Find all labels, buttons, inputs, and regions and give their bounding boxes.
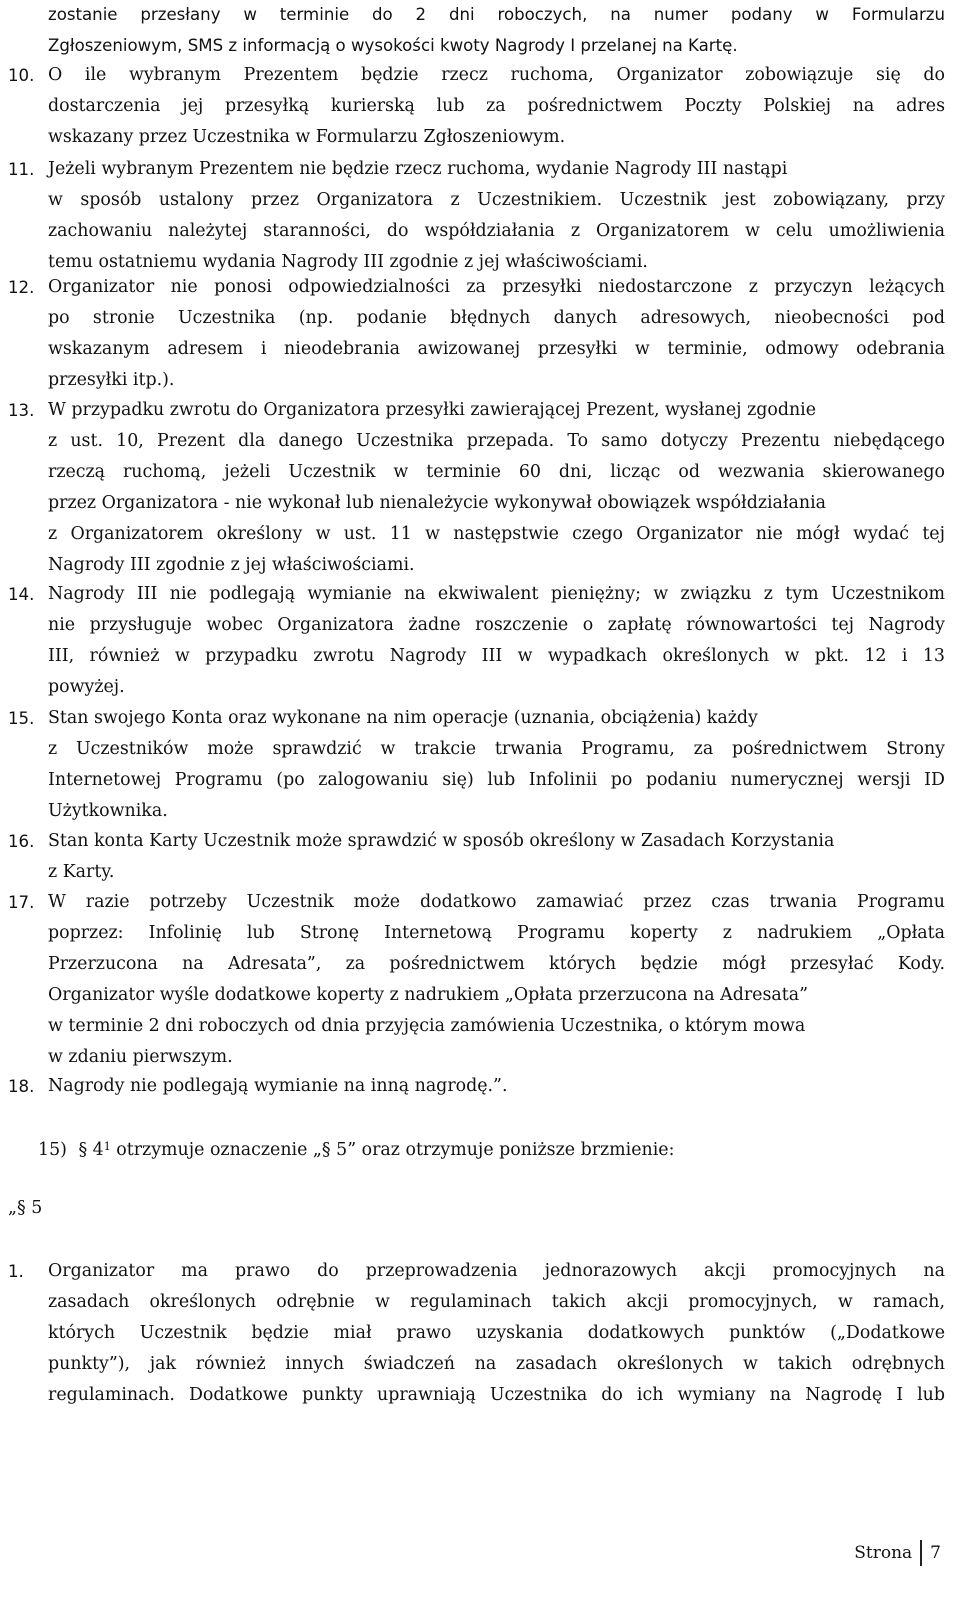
text-line: z Karty. bbox=[48, 862, 115, 882]
text-line: przesyłki itp.). bbox=[48, 370, 175, 390]
text-line: W przypadku zwrotu do Organizatora przesyłki zawierającej Prezent, wysłanej zgodnie bbox=[48, 400, 817, 420]
footer-label: Strona bbox=[854, 1543, 913, 1563]
text-line: Internetowej Programu (po zalogowaniu się) lub Infolinii po podaniu numerycznej wersji ID bbox=[48, 770, 945, 790]
text-line: Organizator nie ponosi odpowiedzialności za przesyłki niedostarczone z przyczyn leżących bbox=[48, 277, 945, 297]
list-item bbox=[8, 1256, 945, 1411]
text-line: z Organizatorem określony w ust. 11 w następstwie czego Organizator nie mógł wydać tej bbox=[48, 524, 945, 544]
text-line: z Uczestników może sprawdzić w trakcie trwania Programu, za pośrednictwem Strony bbox=[48, 739, 945, 759]
text-line: Użytkownika. bbox=[48, 801, 168, 821]
text-line: Nagrody nie podlegają wymianie na inną nagrodę.”. bbox=[48, 1076, 508, 1096]
item-number: 13. bbox=[8, 401, 35, 420]
continuation-paragraph bbox=[8, 0, 945, 61]
text-line: dostarczenia jej przesyłką kurierską lub za pośrednictwem Poczty Polskiej na adres bbox=[48, 96, 945, 116]
text-line: zasadach określonych odrębnie w regulaminach takich akcji promocyjnych, w ramach, bbox=[48, 1292, 945, 1312]
text-line: O ile wybranym Prezentem będzie rzecz ruchoma, Organizator zobowiązuje się do bbox=[48, 65, 945, 85]
text-line: regulaminach. Dodatkowe punkty uprawniają Uczestnika do ich wymiany na Nagrodę I lub bbox=[48, 1385, 945, 1405]
list-item bbox=[8, 826, 945, 888]
section-heading: „§ 5 bbox=[8, 1198, 43, 1218]
list-item bbox=[8, 154, 945, 278]
text-line: Stan swojego Konta oraz wykonane na nim operacje (uznania, obciążenia) każdy bbox=[48, 708, 758, 728]
text-line: po stronie Uczestnika (np. podanie błędnych danych adresowych, nieobecności pod bbox=[48, 308, 945, 328]
item-number: 18. bbox=[8, 1077, 35, 1096]
item-number: 1. bbox=[8, 1262, 24, 1281]
text-line: Przerzucona na Adresata”, za pośrednictwem których będzie mógł przesyłać Kody. bbox=[48, 954, 945, 974]
page-number: 7 bbox=[930, 1543, 941, 1563]
text-line: Nagrody III nie podlegają wymianie na ekwiwalent pieniężny; w związku z tym Uczestnikom bbox=[48, 584, 945, 604]
list-item bbox=[8, 887, 945, 1073]
text-line: w zdaniu pierwszym. bbox=[48, 1047, 233, 1067]
amendment-sup: 1 bbox=[103, 1140, 111, 1153]
text-line: zostanie przesłany w terminie do 2 dni roboczych, na numer podany w Formularzu bbox=[48, 5, 945, 24]
text-line: wskazany przez Uczestnika w Formularzu Zgłoszeniowym. bbox=[48, 127, 566, 147]
text-line: Organizator wyśle dodatkowe koperty z nadrukiem „Opłata przerzucona na Adresata” bbox=[48, 985, 808, 1005]
amendment-text: otrzymuje oznaczenie „§ 5” oraz otrzymuje poniższe brzmienie: bbox=[110, 1140, 675, 1160]
text-line: w sposób ustalony przez Organizatora z Uczestnikiem. Uczestnik jest zobowiązany, przy bbox=[48, 190, 945, 210]
text-line: Stan konta Karty Uczestnik może sprawdzić w sposób określony w Zasadach Korzystania bbox=[48, 831, 835, 851]
item-number: 16. bbox=[8, 832, 35, 851]
text-line: Organizator ma prawo do przeprowadzenia jednorazowych akcji promocyjnych na bbox=[48, 1261, 945, 1281]
text-line: nie przysługuje wobec Organizatora żadne roszczenie o zapłatę równowartości tej Nagrody bbox=[48, 615, 945, 635]
text-line: poprzez: Infolinię lub Stronę Internetową Programu koperty z nadrukiem „Opłata bbox=[48, 923, 945, 943]
item-number: 11. bbox=[8, 160, 35, 179]
text-line: punkty”), jak również innych świadczeń na zasadach określonych w takich odrębnych bbox=[48, 1354, 945, 1374]
list-item bbox=[8, 272, 945, 396]
text-line: temu ostatniemu wydania Nagrody III zgodnie z jej właściwościami. bbox=[48, 252, 648, 272]
page-footer bbox=[854, 1538, 941, 1568]
text-line: III, również w przypadku zwrotu Nagrody III w wypadkach określonych w pkt. 12 i 13 bbox=[48, 646, 945, 666]
text-line: rzeczą ruchomą, jeżeli Uczestnik w terminie 60 dni, licząc od wezwania skierowanego bbox=[48, 462, 945, 482]
text-line: Zgłoszeniowym, SMS z informacją o wysokości kwoty Nagrody I przelanej na Kartę. bbox=[48, 36, 738, 55]
list-item bbox=[8, 579, 945, 703]
footer-separator bbox=[920, 1540, 922, 1566]
item-number: 12. bbox=[8, 278, 35, 297]
text-line: z ust. 10, Prezent dla danego Uczestnika przepada. To samo dotyczy Prezentu niebędącego bbox=[48, 431, 945, 451]
item-number: 14. bbox=[8, 585, 35, 604]
item-number: 15. bbox=[8, 709, 35, 728]
amendment-pre: § 4 bbox=[78, 1140, 104, 1160]
list-item bbox=[8, 60, 945, 153]
text-line: w terminie 2 dni roboczych od dnia przyjęcia zamówienia Uczestnika, o którym mowa bbox=[48, 1016, 806, 1036]
text-line: Jeżeli wybranym Prezentem nie będzie rzecz ruchoma, wydanie Nagrody III nastąpi bbox=[48, 159, 788, 179]
text-line: zachowaniu należytej staranności, do współdziałania z Organizatorem w celu umożliwienia bbox=[48, 221, 945, 241]
amendment-line bbox=[38, 1131, 674, 1162]
text-line: wskazanym adresem i nieodebrania awizowanej przesyłki w terminie, odmowy odebrania bbox=[48, 339, 945, 359]
amendment-number: 15) bbox=[38, 1140, 67, 1160]
text-line: powyżej. bbox=[48, 677, 125, 697]
list-item bbox=[8, 703, 945, 827]
text-line: Nagrody III zgodnie z jej właściwościami. bbox=[48, 555, 415, 575]
text-line: przez Organizatora - nie wykonał lub nienależycie wykonywał obowiązek współdziałania bbox=[48, 493, 827, 513]
item-number: 17. bbox=[8, 893, 35, 912]
list-item bbox=[8, 395, 945, 581]
list-item bbox=[8, 1071, 945, 1102]
text-line: których Uczestnik będzie miał prawo uzyskania dodatkowych punktów („Dodatkowe bbox=[48, 1323, 945, 1343]
item-number: 10. bbox=[8, 66, 35, 85]
text-line: W razie potrzeby Uczestnik może dodatkowo zamawiać przez czas trwania Programu bbox=[48, 892, 945, 912]
